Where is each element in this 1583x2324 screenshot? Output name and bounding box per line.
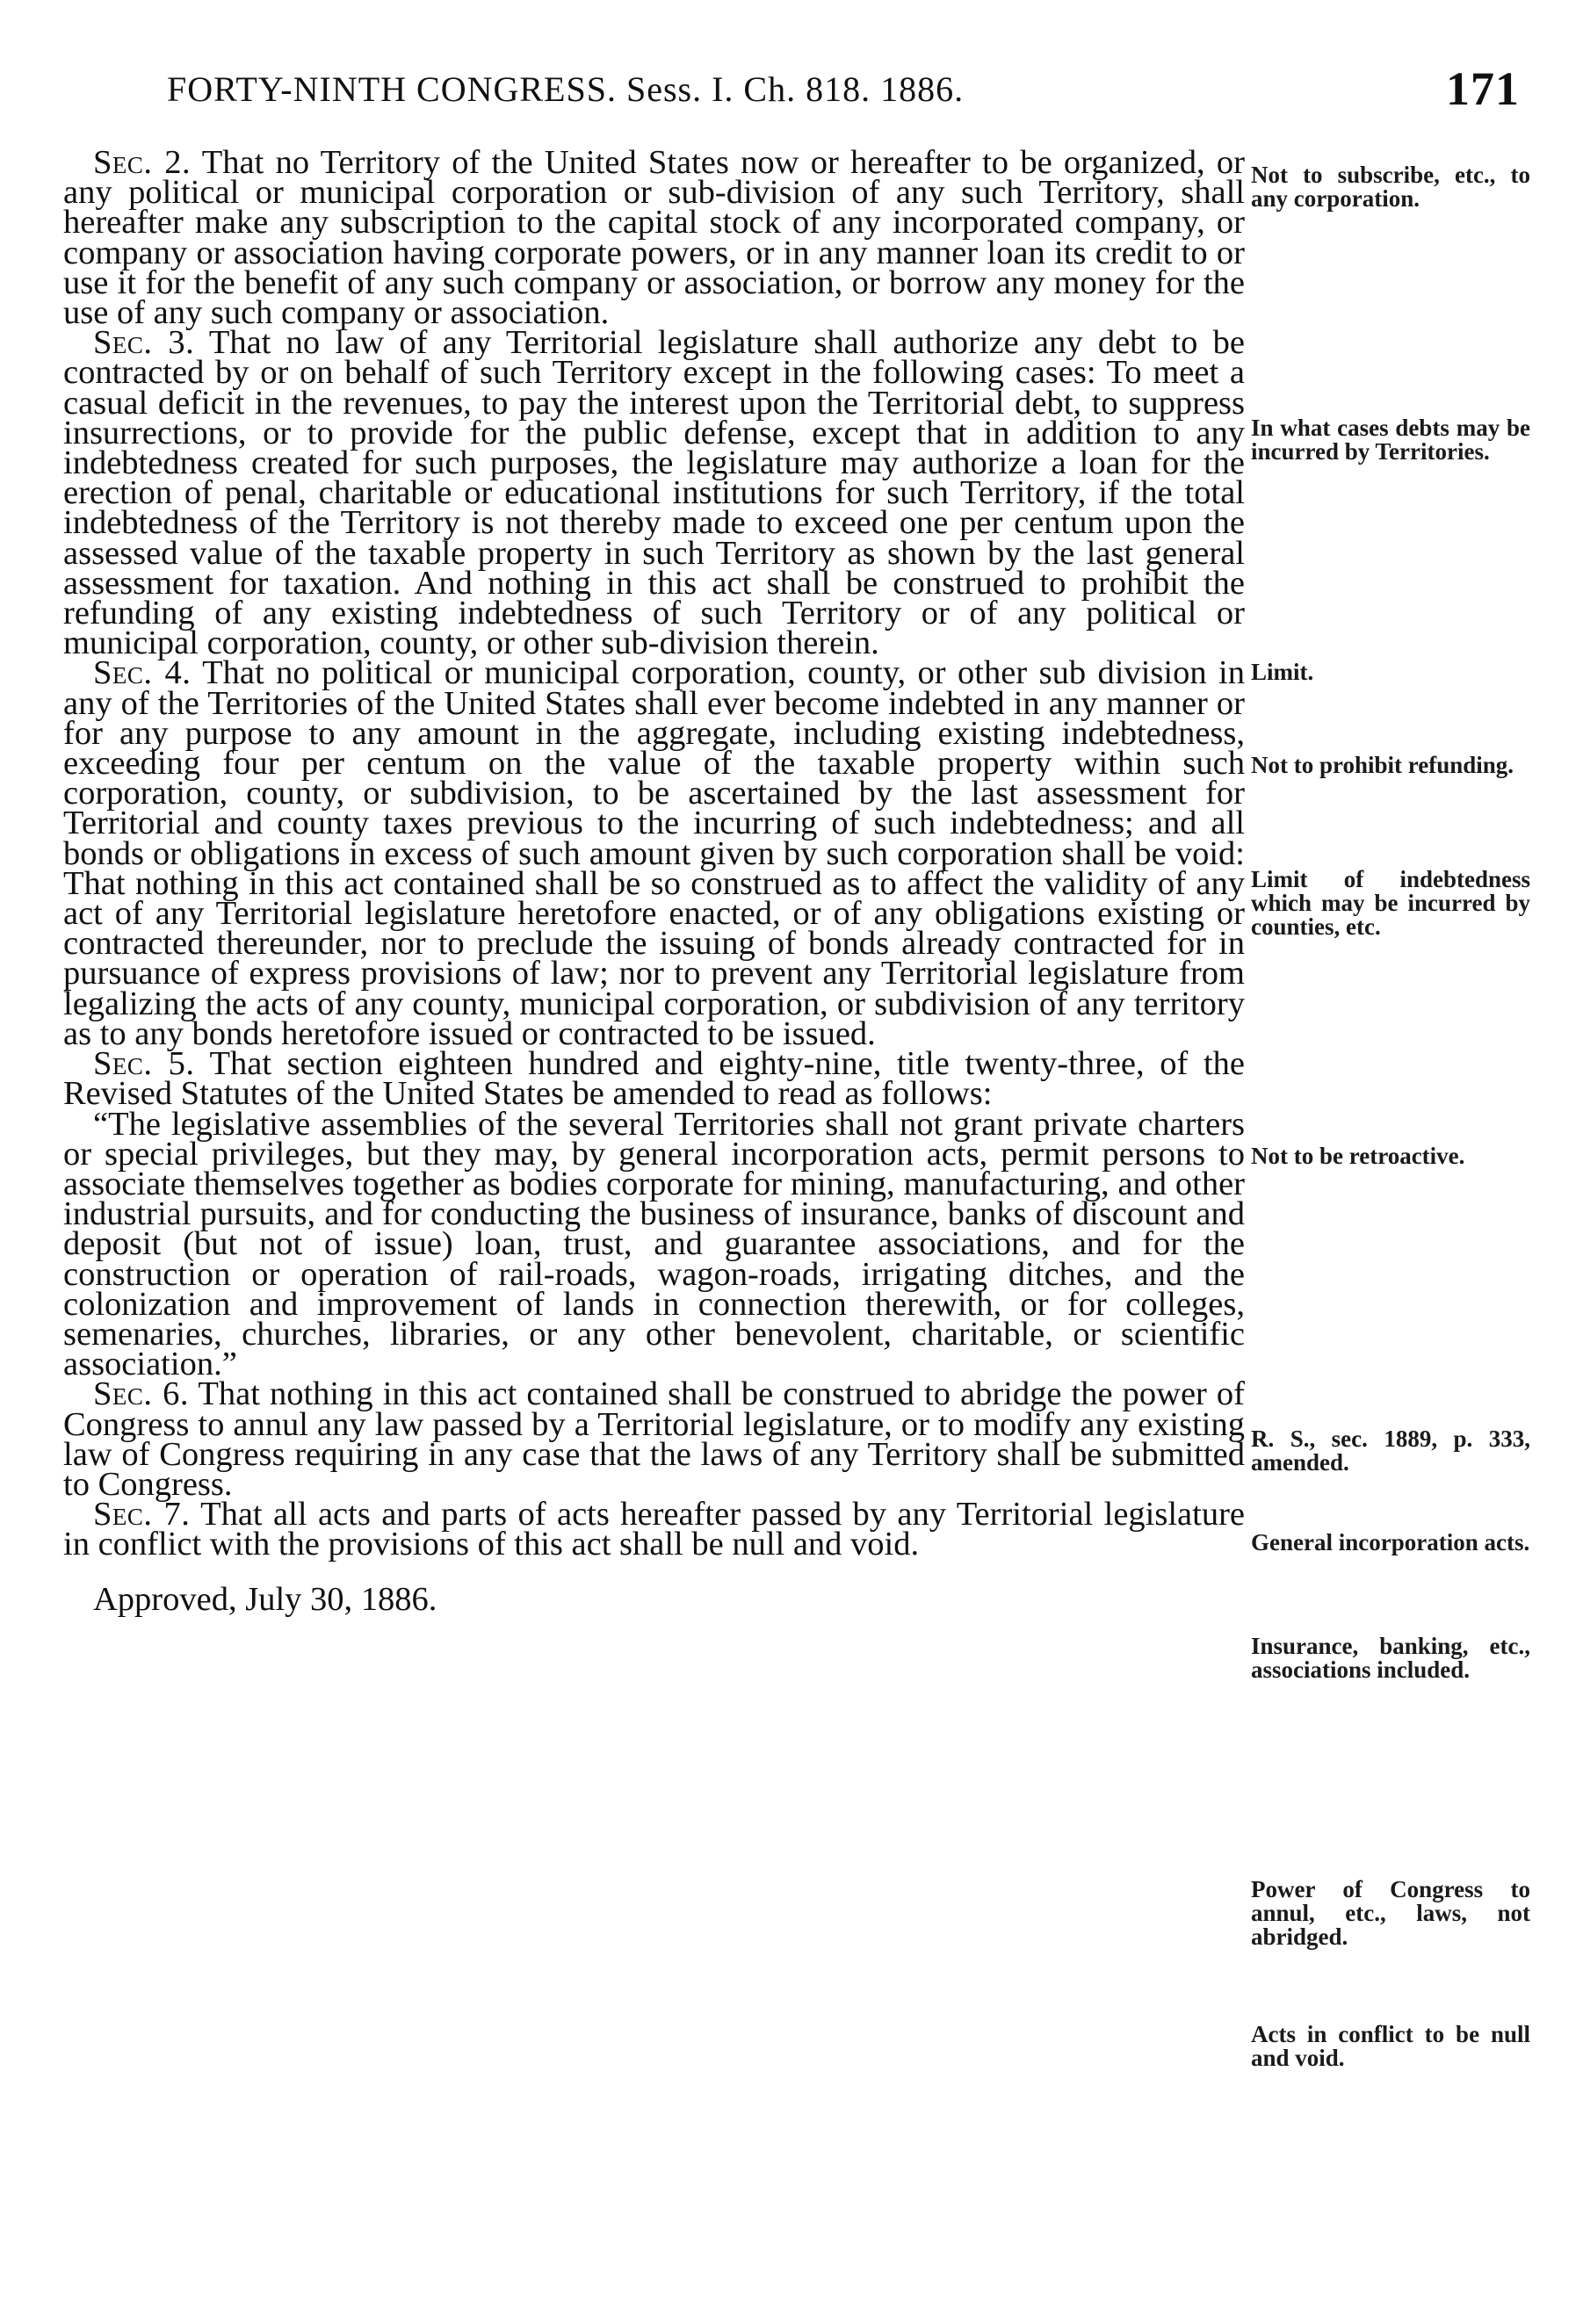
section-7 [63,1496,1245,1563]
page-header [167,61,1520,123]
quoted-amendment [63,1105,1245,1383]
page-number: 171 [1446,62,1520,115]
section-label: Sec. 5. [93,1045,195,1083]
statute-text [63,144,1246,1618]
margin-note: Not to prohibit refunding. [1251,752,1514,778]
section-label: Sec. 3. [93,324,195,362]
margin-note: Limit of indebtedness which may be incurred by counties, etc. [1251,866,1530,940]
section-6 [63,1375,1245,1503]
section-3 [63,324,1245,662]
margin-note: Insurance, banking, etc., associations included. [1251,1633,1530,1683]
margin-note: R. S., sec. 1889, p. 333, amended. [1251,1425,1530,1476]
section-label: Sec. 7. [93,1496,191,1534]
section-label: Sec. 4. [93,654,192,692]
section-2 [63,144,1245,332]
margin-note: Not to be retroactive. [1251,1143,1465,1169]
margin-note: General incorporation acts. [1251,1529,1530,1555]
section-body: “The legislative assemblies of the several Territories shall not grant private charters or special privileges, but they may, by general incorporation acts, permit persons to associate themselves together as bodies corporate for mining, manufacturing, and other industrial pursuits, and for conducting the business of insurance, banks of discount and deposit (but not of issue) loan, trust, and guarantee associations, and for the construction or operation of rail-roads, wagon-roads, irrigating ditches, and the colonization and improvement of lands in connection therewith, or for colleges, semenaries, churches, libraries, or any other benevolent, charitable, or scientific association.” [63,1105,1245,1383]
section-label: Sec. 6. [93,1375,189,1413]
section-body: That section eighteen hundred and eighty-nine, title twenty-three, of the Revised Statutes of the United States be amended to read as follows: [63,1045,1245,1113]
section-body: That no law of any Territorial legislature shall authorize any debt to be contracted by or on behalf of such Territory except in the following cases: To meet a casual deficit in the revenues, to pay the interest upon the Territorial debt, to suppress insurrections, or to provide for the public defense, except that in addition to any indebtedness created for such purposes, the legislature may authorize a loan for the erection of penal, charitable or educational institutions for such Territory, if the total indebtedness of the Territory is not thereby made to exceed one per centum upon the assessed value of the taxable property in such Territory as shown by the last general assessment for taxation. And nothing in this act shall be construed to prohibit the refunding of any existing indebtedness of such Territory or of any political or municipal corporation, county, or other sub-division therein. [63,324,1245,662]
section-body: That all acts and parts of acts hereafter passed by any Territorial legislature in conflict with the provisions of this act shall be null and void. [63,1496,1245,1563]
section-5 [63,1045,1245,1113]
approval-line: Approved, July 30, 1886. [93,1580,437,1618]
section-body: That no political or municipal corporation, county, or other sub division in any of the Territories of the United States shall ever become indebted in any manner or for any purpose to any amount in the aggregate, including existing indebtedness, exceeding four per centum on the value of the taxable property within such corporation, county, or subdivision, to be ascertained by the last assessment for Territorial and county taxes previous to the incurring of such indebtedness; and all bonds or obligations in excess of such amount given by such corporation shall be void: That nothing in this act contained shall be so construed as to affect the validity of any act of any Territorial legislature heretofore enacted, or of any obligations existing or contracted thereunder, nor to preclude the issuing of bonds already contracted for in pursuance of express provisions of law; nor to prevent any Territorial legislature from legalizing the acts of any county, municipal corporation, or subdivision of any territory as to any bonds heretofore issued or contracted to be issued. [63,654,1246,1052]
margin-note: Acts in conflict to be null and void. [1251,2021,1530,2071]
section-4 [63,654,1246,1052]
section-body: That no Territory of the United States now or hereafter to be organized, or any political or municipal corporation or sub-division of any such Territory, shall hereafter make any subscription to the capital stock of any incorporated company, or company or association having corporate powers, or in any manner loan its credit to or use it for the benefit of any such company or association, or borrow any money for the use of any such company or association. [63,144,1245,332]
margin-note: In what cases debts may be incurred by Territories. [1251,415,1530,465]
margin-note: Not to subscribe, etc., to any corporation. [1251,162,1530,212]
section-body: That nothing in this act contained shall be construed to abridge the power of Congress to annul any law passed by a Territorial legislature, or to modify any existing law of Congress requiring in any case that the laws of any Territory shall be submitted to Congress. [63,1375,1245,1503]
margin-note: Limit. [1251,659,1314,685]
margin-note: Power of Congress to annul, etc., laws, not abridged. [1251,1876,1530,1950]
section-label: Sec. 2. [93,144,192,181]
running-head: FORTY-NINTH CONGRESS. Sess. I. Ch. 818. 1886. [167,69,965,109]
